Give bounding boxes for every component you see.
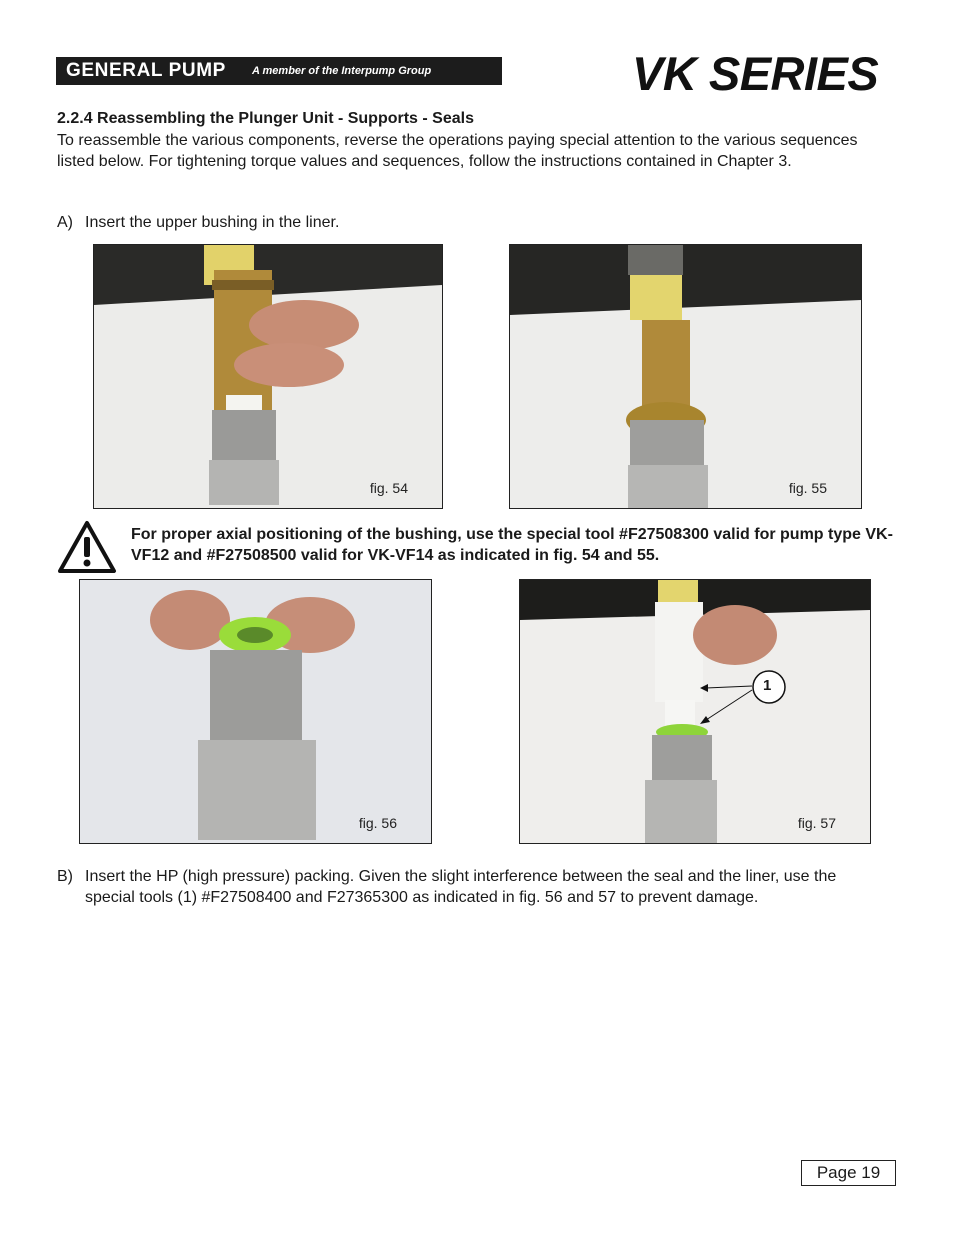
step-b-letter: B) [57,868,73,885]
page-number: Page 19 [801,1160,896,1186]
figure-56-photo [79,579,432,844]
callout-1-label: 1 [763,677,772,694]
figure-55-caption: fig. 55 [788,480,827,496]
figure-55-photo [509,244,862,509]
warning-text: For proper axial positioning of the bushing, use the special tool #F27508300 valid for pump type VK-VF12 and #F27508500 valid for VK-VF14 as indicated in fig. 54 and 55. [131,526,893,564]
figure-54-photo [93,244,443,509]
intro-paragraph: To reassemble the various components, reverse the operations paying special attention to the various sequences listed below. For tightening torque values and sequences, follow the instructions contained in Chapter 3. [57,132,858,170]
warning-triangle-icon [57,519,117,575]
series-title: VK SERIES [632,47,879,100]
brand-tagline: A member of the Interpump Group [251,65,432,77]
section-heading: 2.2.4 Reassembling the Plunger Unit - Supports - Seals [57,110,474,127]
step-a-letter: A) [57,214,73,231]
figure-57-caption: fig. 57 [797,815,836,831]
figure-57-photo [519,579,871,844]
figure-56-caption: fig. 56 [358,815,397,831]
step-b-text: Insert the HP (high pressure) packing. Given the slight interference between the seal and the liner, use the special tools (1) #F27508400 and F27365300 as indicated in fig. 56 and 57 to prevent damage. [85,868,837,906]
brand-name: GENERAL PUMP [66,60,226,81]
step-a-text: Insert the upper bushing in the liner. [85,214,340,231]
figure-54-caption: fig. 54 [369,480,408,496]
brand-header-bar [56,57,502,85]
